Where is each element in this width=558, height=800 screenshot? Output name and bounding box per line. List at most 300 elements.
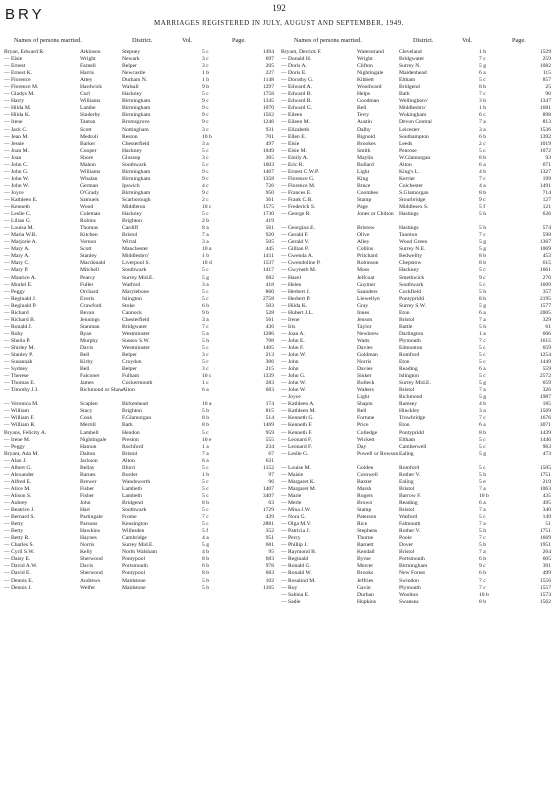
entry-page: 920 — [265, 232, 274, 239]
entry-spouse: Day — [357, 443, 367, 450]
entry-district: Wokingham — [399, 112, 427, 119]
entry-page: 1569 — [539, 408, 551, 415]
register-row — [4, 493, 282, 500]
register-row — [4, 246, 282, 253]
entry-vol: 7 c — [479, 584, 486, 591]
entry-name: — Kenneth — [4, 204, 30, 211]
entry-name: — Herbert J. — [281, 288, 311, 295]
entry-spouse: Colledge — [357, 429, 378, 436]
entry-spouse: Light — [357, 394, 370, 401]
register-row — [281, 218, 558, 225]
entry-page: 1681 — [539, 105, 551, 112]
entry-spouse: Stacy — [80, 408, 93, 415]
entry-district: Surrey N. — [399, 63, 421, 70]
entry-page: 1661 — [539, 267, 551, 274]
entry-name: — Louise M. — [281, 464, 311, 471]
entry-page: 96 — [268, 478, 274, 485]
entry-page: 419 — [265, 218, 274, 225]
entry-name: — Lilian G. — [4, 218, 32, 225]
entry-district: Maidstone — [122, 577, 146, 584]
entry-vol: 3 c — [202, 154, 209, 161]
entry-page: 1148 — [263, 77, 274, 84]
register-row — [4, 542, 282, 549]
register-row — [281, 225, 558, 232]
entry-district: Ealing — [399, 450, 414, 457]
register-row — [281, 359, 558, 366]
entry-name: — Irene — [4, 119, 23, 126]
entry-spouse: Helps — [357, 91, 371, 98]
entry-district: Leeds — [399, 140, 413, 147]
entry-vol: 5 a — [202, 330, 209, 337]
entry-vol: 1 b — [202, 70, 209, 77]
entry-vol: 3 c — [202, 63, 209, 70]
entry-spouse: Partingale — [80, 514, 103, 521]
entry-page: 615 — [542, 260, 551, 267]
register-row — [281, 451, 558, 458]
entry-district: Barrow F. — [399, 492, 422, 499]
entry-name: — Timothy J.J. — [4, 387, 39, 394]
register-row — [281, 289, 558, 296]
entry-page: 1758 — [262, 91, 274, 98]
entry-district: Belper — [122, 352, 137, 359]
register-row — [4, 338, 282, 345]
entry-spouse: Jelfcoat — [357, 274, 375, 281]
entry-page: 205 — [265, 63, 274, 70]
entry-vol: 9 c — [479, 563, 486, 570]
entry-name: — Edward B. — [281, 91, 312, 98]
entry-name: — Frank C.B. — [281, 196, 313, 203]
entry-page: 234 — [265, 443, 274, 450]
entry-vol: 9 b — [202, 309, 209, 316]
entry-spouse: Davies — [357, 344, 373, 351]
entry-spouse: Stanman — [80, 323, 100, 330]
entry-district: King's L. — [399, 168, 420, 175]
entry-spouse: Robinson — [357, 260, 379, 267]
entry-spouse: Wright — [357, 56, 373, 63]
entry-vol: 7 c — [479, 337, 486, 344]
register-row — [4, 98, 282, 105]
entry-name: — Helen — [281, 281, 302, 288]
entry-vol: 6 a — [202, 457, 209, 464]
entry-spouse: Harris — [80, 70, 94, 77]
register-row — [4, 451, 282, 458]
entry-district: Maidenhead — [399, 70, 427, 77]
entry-name: — Stanley P. — [4, 352, 34, 359]
entry-name: — Marjorie A. — [4, 239, 38, 246]
entry-vol: 5 g — [479, 239, 486, 246]
entry-spouse: Scott — [80, 126, 92, 133]
entry-district: Falmouth — [399, 521, 421, 528]
entry-name: — Gwyneth M. — [281, 267, 317, 274]
page-title: MARRIAGES REGISTERED IN JULY, AUGUST AND SEPTEMBER, 1949. — [153, 19, 404, 27]
register-row — [4, 570, 282, 577]
entry-spouse: Vernon — [80, 239, 97, 246]
register-row — [4, 127, 282, 134]
entry-name: — Hilda K. — [4, 112, 31, 119]
entry-spouse: Curl — [80, 91, 90, 98]
entry-district: Bath — [399, 91, 410, 98]
entry-district: Hackney — [122, 147, 142, 154]
entry-vol: 8 b — [202, 556, 209, 563]
entry-spouse: Jackson — [80, 457, 98, 464]
entry-page: 1751 — [539, 528, 551, 535]
entry-district: Alton — [399, 161, 412, 168]
entry-vol: 6 b — [479, 556, 486, 563]
entry-spouse: Bolleck — [357, 380, 375, 387]
entry-page: 857 — [542, 77, 551, 84]
entry-name: — Frederick S. — [281, 204, 316, 211]
entry-name: — Albert G. — [4, 464, 32, 471]
entry-vol: 5 g — [479, 63, 486, 70]
entry-district: Bristol — [399, 507, 415, 514]
entry-page: 1536 — [539, 126, 551, 133]
entry-district: Ilford — [122, 464, 135, 471]
register-row — [4, 176, 282, 183]
entry-page: 1070 — [262, 105, 274, 112]
entry-name: — Percy — [281, 535, 301, 542]
entry-spouse: Thomas — [80, 225, 99, 232]
entry-name: — Reginald J. — [4, 295, 37, 302]
entry-vol: 1 a — [202, 443, 209, 450]
entry-spouse: Williams — [80, 168, 101, 175]
entry-vol: 9 c — [202, 168, 209, 175]
register-row — [4, 282, 282, 289]
entry-district: Smethwick — [399, 274, 425, 281]
entry-district: Middleton — [122, 204, 146, 211]
entry-name: — Mary P. — [4, 267, 29, 274]
entry-page: 1449 — [539, 359, 551, 366]
entry-district: Durham N. — [122, 77, 148, 84]
entry-spouse: Bell — [357, 105, 367, 112]
register-row — [4, 148, 282, 155]
entry-page: 1669 — [539, 535, 551, 542]
entry-district: Bristol — [399, 485, 415, 492]
entry-name: — Edward G. — [281, 105, 313, 112]
entry-vol: 6 b — [479, 570, 486, 577]
entry-district: Southwark — [122, 161, 147, 168]
entry-spouse: Jenson — [357, 316, 373, 323]
entry-page: 2195 — [539, 295, 551, 302]
entry-district: Westminster — [122, 344, 150, 351]
register-row — [4, 105, 282, 112]
entry-spouse: Scaplen — [80, 401, 98, 408]
entry-page: 61 — [545, 323, 551, 330]
entry-name: — Louisa M. — [4, 225, 34, 232]
entry-district: Portsmouth — [122, 563, 148, 570]
entry-page: 963 — [542, 443, 551, 450]
entry-district: Ramsey — [399, 401, 418, 408]
entry-spouse: Brewer — [80, 478, 97, 485]
entry-page: 174 — [265, 401, 274, 408]
entry-district: Nottingham — [122, 126, 149, 133]
entry-name: — Muriel E. — [4, 281, 33, 288]
entry-page: 497 — [265, 140, 274, 147]
entry-district: Walsall — [122, 84, 139, 91]
register-row — [4, 260, 282, 267]
entry-name: — Beatrice J. — [4, 507, 35, 514]
entry-name: — Mina J.W. — [281, 507, 311, 514]
entry-district: Plymouth — [399, 584, 421, 591]
entry-page: 950 — [265, 189, 274, 196]
entry-vol: 8 b — [479, 295, 486, 302]
entry-page: 959 — [265, 429, 274, 436]
entry-district: Rother V. — [399, 471, 421, 478]
register-row — [281, 148, 558, 155]
entry-page: 435 — [542, 492, 551, 499]
register-row — [281, 599, 558, 606]
register-row — [281, 190, 558, 197]
entry-page: 1345 — [262, 98, 274, 105]
entry-spouse: Davis — [80, 344, 94, 351]
entry-spouse: Lambe — [80, 105, 96, 112]
entry-page: 51 — [545, 521, 551, 528]
register-row — [4, 437, 282, 444]
register-row — [4, 373, 282, 380]
register-row — [281, 105, 558, 112]
entry-vol: 6 a — [479, 500, 486, 506]
entry-district: Birmingham — [122, 98, 151, 105]
entry-vol: 5 c — [479, 373, 486, 380]
entry-district: Islington — [122, 295, 142, 302]
entry-vol: 10 a — [202, 401, 212, 408]
register-row — [281, 303, 558, 310]
entry-district: Hendon — [122, 429, 140, 436]
register-row — [4, 479, 282, 486]
header-district-left: District. — [132, 37, 153, 44]
register-row — [281, 345, 558, 352]
entry-name: — Alexander — [4, 471, 34, 478]
entry-name: — Gerald V. — [281, 239, 310, 246]
entry-name: — Veronica M. — [4, 401, 39, 408]
entry-page: 199 — [542, 175, 551, 182]
entry-district: Newark — [122, 56, 140, 63]
entry-district: Preston — [122, 436, 139, 443]
entry-vol: 8 b — [202, 500, 209, 506]
entry-page: 555 — [265, 436, 274, 443]
entry-vol: 6 a — [479, 309, 486, 316]
entry-page: 90 — [545, 91, 551, 98]
entry-name: — Hilda M. — [4, 105, 32, 112]
entry-page: 1405 — [262, 344, 274, 351]
register-row — [281, 211, 558, 218]
entry-district: Fulham — [122, 373, 140, 380]
register-row — [281, 479, 558, 486]
entry-vol: 5 e — [479, 478, 486, 485]
entry-vol: 5 h — [479, 471, 486, 478]
entry-name: — Frances E. — [281, 189, 312, 196]
register-row — [281, 465, 558, 472]
entry-name: — Eileen M. — [281, 119, 311, 126]
entry-vol: 1 b — [202, 253, 209, 260]
entry-name: — Leslie C. — [4, 211, 32, 218]
entry-name: — John E. — [281, 337, 305, 344]
entry-name: — Sabina E. — [281, 591, 310, 598]
entry-spouse: Bell — [80, 366, 90, 373]
entry-spouse: Andrews — [80, 577, 101, 584]
entry-spouse: Hart — [80, 507, 90, 514]
entry-vol: 5 c — [202, 359, 209, 366]
entry-spouse: Nightingale — [357, 70, 384, 77]
entry-page: 1562 — [262, 112, 274, 119]
entry-spouse: Taylor — [357, 323, 372, 330]
entry-district: Alton — [122, 387, 135, 394]
entry-district: Brighton — [122, 408, 142, 415]
entry-page: 1049 — [262, 147, 274, 154]
entry-name: — Mary C. — [4, 260, 30, 267]
entry-page: 1358 — [262, 175, 274, 182]
entry-vol: 7 a — [479, 549, 486, 556]
register-row — [281, 176, 558, 183]
entry-name: — Leonard F. — [281, 443, 313, 450]
entry-name: — Doris A. — [281, 63, 307, 70]
register-row — [281, 317, 558, 324]
entry-spouse: Crawford — [80, 302, 102, 309]
entry-page: 1019 — [539, 140, 551, 147]
entry-spouse: James — [80, 380, 94, 387]
entry-district: Pontypridd — [399, 295, 424, 302]
entry-name: — Richard B. — [4, 316, 36, 323]
entry-page: 671 — [542, 161, 551, 168]
entry-district: North Walsham — [122, 549, 158, 556]
register-row — [281, 585, 558, 592]
entry-district: Cuckfield — [399, 288, 422, 295]
entry-name: — Ernest K. — [4, 70, 33, 77]
entry-district: Romford — [399, 464, 420, 471]
entry-spouse: Gray — [357, 302, 369, 309]
entry-page: 697 — [265, 56, 274, 63]
register-row — [4, 444, 282, 451]
entry-page: 1339 — [262, 373, 274, 380]
entry-name: — Elizabeth — [281, 126, 310, 133]
entry-district: Darlington — [399, 330, 424, 337]
entry-vol: 5 c — [479, 514, 486, 521]
entry-spouse: Fuller — [80, 281, 94, 288]
register-row — [4, 183, 282, 190]
register-row — [281, 253, 558, 260]
entry-name: — Gillian P. — [281, 246, 309, 253]
entry-page: 418 — [265, 281, 274, 288]
register-row — [281, 84, 558, 91]
register-row — [4, 514, 282, 521]
entry-page: 25 — [545, 84, 551, 91]
register-row — [281, 91, 558, 98]
entry-district: Bridgend — [399, 84, 420, 91]
entry-district: Cannock — [122, 309, 142, 316]
entry-vol: 5 c — [202, 344, 209, 351]
entry-spouse: Samuels — [80, 196, 99, 203]
entry-name: — Irene — [281, 316, 300, 323]
entry-page: 1537 — [262, 260, 274, 267]
entry-name: — John W. — [4, 175, 30, 182]
entry-name: Bryant, Ada M. — [4, 450, 39, 457]
register-row — [281, 373, 558, 380]
entry-district: Surrey Mid.E. — [122, 542, 154, 549]
register-column-right — [281, 49, 558, 606]
entry-name: — Gerald F. — [281, 232, 309, 239]
entry-spouse: Hawkins — [80, 528, 100, 535]
entry-page: 357 — [542, 288, 551, 295]
entry-spouse: Medroli — [80, 133, 99, 140]
register-row — [281, 415, 558, 422]
entry-spouse: Byrne — [357, 556, 371, 563]
entry-name: — Aubrey — [4, 500, 28, 506]
entry-name: — Doris E. — [281, 70, 307, 77]
entry-district: Kerrier — [399, 175, 416, 182]
entry-name: — Joyce — [4, 189, 24, 196]
entry-district: Devon Central — [399, 119, 432, 126]
entry-name: — Dennis J. — [4, 584, 32, 591]
register-row — [4, 239, 282, 246]
entry-page: 283 — [265, 380, 274, 387]
register-row — [281, 592, 558, 599]
entry-spouse: Bell — [80, 352, 90, 359]
entry-name: — John W. — [281, 387, 307, 394]
register-row — [4, 415, 282, 422]
header-names-right: Names of persons married. — [294, 37, 362, 44]
entry-district: Pontypool — [122, 570, 146, 577]
entry-district: Swansea — [399, 598, 419, 605]
entry-name: — Eileen — [281, 112, 303, 119]
entry-spouse: Golden — [357, 464, 374, 471]
entry-name: — Jack C. — [4, 126, 28, 133]
entry-name: — David E. — [4, 570, 31, 577]
entry-spouse: Barnes — [80, 471, 96, 478]
entry-vol: 6 a — [479, 70, 486, 77]
entry-vol: 7 a — [202, 450, 209, 457]
register-row — [281, 493, 558, 500]
entry-spouse: Cook — [80, 415, 93, 422]
entry-vol: 5 c — [202, 429, 209, 436]
entry-page: 659 — [542, 344, 551, 351]
entry-district: Stepney — [122, 49, 141, 55]
entry-name: — Olga M.V. — [281, 521, 312, 528]
entry-page: 1407 — [262, 485, 274, 492]
entry-spouse: Kirby — [80, 359, 94, 366]
entry-name: — Peggy — [4, 288, 25, 295]
entry-district: Pontypool — [122, 556, 146, 563]
entry-name: — Shirley M. — [4, 344, 35, 351]
entry-vol: 6 a — [202, 387, 209, 394]
entry-name: — Ronald J. — [4, 323, 33, 330]
register-row — [281, 63, 558, 70]
entry-name: — David A.W. — [4, 563, 38, 570]
register-row — [281, 486, 558, 493]
entry-name: — Betty — [4, 521, 24, 528]
entry-vol: 5 h — [479, 288, 486, 295]
entry-vol: 1 b — [202, 77, 209, 84]
entry-page: 439 — [265, 514, 274, 521]
entry-page: 561 — [265, 316, 274, 323]
entry-vol: 10 c — [202, 373, 212, 380]
entry-vol: 6 b — [202, 563, 209, 570]
entry-spouse: Light — [357, 168, 370, 175]
entry-spouse: Coombes — [357, 189, 379, 196]
entry-page: 1577 — [539, 302, 551, 309]
entry-spouse: Scott — [80, 246, 92, 253]
register-row — [281, 394, 558, 401]
register-row — [4, 465, 282, 472]
register-row — [281, 127, 558, 134]
entry-vol: 5 c — [202, 478, 209, 485]
entry-district: Cambridge — [122, 535, 147, 542]
entry-district: Cockermouth — [122, 380, 153, 387]
entry-vol: 3 a — [202, 316, 209, 323]
entry-page: 1254 — [539, 352, 551, 359]
entry-vol: 5 c — [479, 436, 486, 443]
entry-name: — Mary A. — [4, 253, 30, 260]
entry-vol: 6 c — [479, 112, 486, 119]
entry-vol: 7 a — [202, 232, 209, 239]
